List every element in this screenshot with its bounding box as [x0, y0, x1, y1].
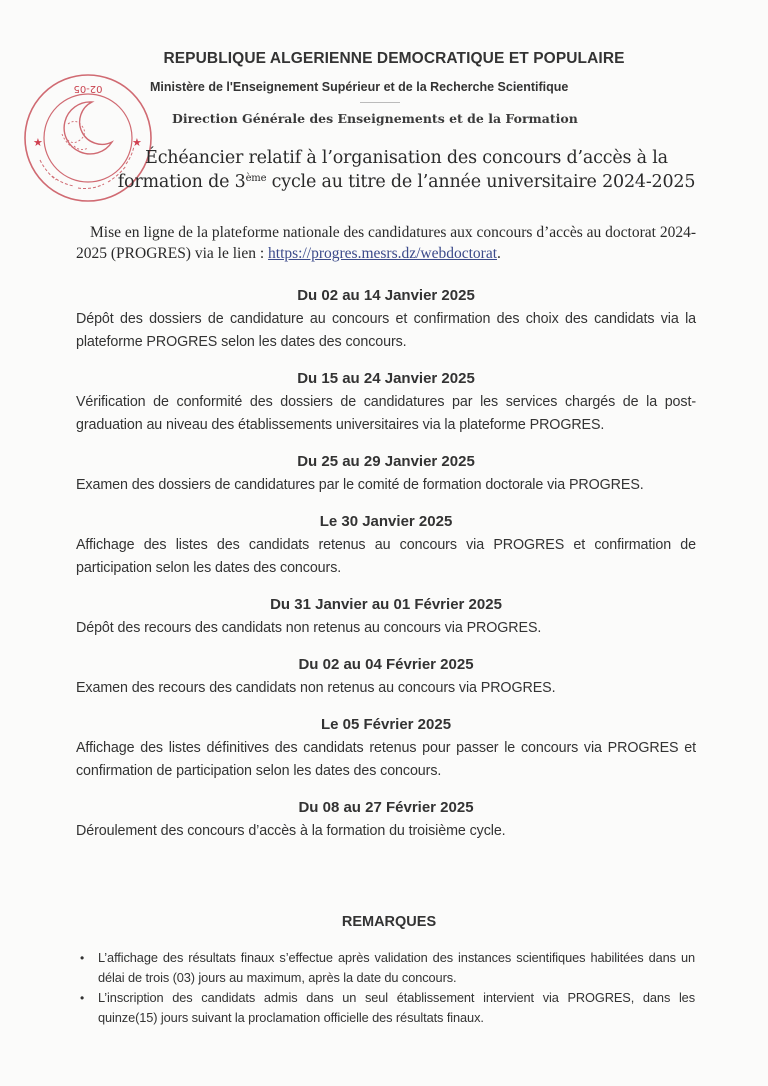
schedule-entry	[76, 592, 696, 640]
svg-text:★: ★	[132, 136, 142, 149]
title-line-2-start: formation de 3	[117, 172, 246, 192]
direction-header: Direction Générale des Enseignements et de la Formation	[172, 111, 578, 126]
schedule-entry	[76, 509, 696, 580]
progres-link[interactable]: https://progres.mesrs.dz/webdoctorat	[268, 245, 498, 262]
remark-text: L’inscription des candidats admis dans un seul établissement intervient via PROGRES, dans les quinze(15) jours suivant la proclamation officielle des résultats finaux.	[98, 990, 695, 1025]
schedule-date: Du 08 au 27 Février 2025	[298, 799, 474, 816]
remark-text: L’affichage des résultats finaux s’effectue après validation des instances scientifiques habilitées dans un délai de trois (03) jours au maximum, après la date du concours.	[98, 950, 695, 985]
bullet-icon: •	[80, 951, 85, 965]
remarks-list	[80, 948, 695, 1028]
intro-end: .	[497, 245, 501, 262]
schedule-description: Examen des recours des candidats non retenus au concours via PROGRES.	[76, 680, 556, 696]
schedule-description: Dépôt des recours des candidats non retenus au concours via PROGRES.	[76, 620, 542, 636]
schedule-description: Examen des dossiers de candidatures par le comité de formation doctorale via PROGRES.	[76, 477, 644, 493]
schedule-description: Déroulement des concours d’accès à la formation du troisième cycle.	[76, 823, 506, 839]
schedule-entry	[76, 449, 696, 497]
schedule-description: Vérification de conformité des dossiers de candidatures par les services chargés de la post-graduation au niveau des établissements universitaires via la plateforme PROGRES.	[76, 394, 696, 433]
header-divider	[360, 102, 400, 103]
schedule-date: Du 25 au 29 Janvier 2025	[297, 453, 475, 470]
schedule-entry	[76, 795, 696, 843]
bullet-icon: •	[80, 991, 85, 1005]
ministry-header: Ministère de l'Enseignement Supérieur et de la Recherche Scientifique	[150, 80, 569, 94]
schedule-entry	[76, 712, 696, 783]
schedule-date: Du 02 au 04 Février 2025	[298, 656, 474, 673]
schedule-date: Le 30 Janvier 2025	[319, 513, 453, 530]
schedule-entry	[76, 652, 696, 700]
intro-paragraph	[76, 222, 696, 264]
title-superscript: ème	[245, 173, 267, 184]
title-line-2	[45, 170, 768, 194]
schedule-date: Le 05 Février 2025	[320, 716, 452, 733]
schedule-description: Affichage des listes des candidats retenus au concours via PROGRES et confirmation de participation selon les dates des concours.	[76, 537, 696, 576]
title-line-2-end: cycle au titre de l’année universitaire 2024-2025	[266, 172, 696, 192]
schedule-list	[76, 283, 696, 855]
svg-text:★: ★	[33, 136, 43, 149]
intro-text: Mise en ligne de la plateforme nationale des candidatures aux concours d’accès au doctorat 2024-2025 (PROGRES) via le lien :	[76, 224, 696, 262]
remarks-title: REMARQUES	[341, 914, 437, 930]
remark-item	[80, 948, 695, 988]
schedule-description: Affichage des listes définitives des candidats retenus pour passer le concours via PROGRES et confirmation de participation selon les dates des concours.	[76, 740, 696, 779]
schedule-date: Du 31 Janvier au 01 Février 2025	[270, 596, 502, 613]
schedule-entry	[76, 366, 696, 437]
country-header: REPUBLIQUE ALGERIENNE DEMOCRATIQUE ET POPULAIRE	[163, 50, 625, 67]
schedule-description: Dépôt des dossiers de candidature au concours et confirmation des choix des candidats via la plateforme PROGRES selon les dates des concours.	[76, 311, 696, 350]
document-title	[0, 146, 768, 194]
schedule-entry	[76, 283, 696, 354]
stamp-date: 02-05	[73, 83, 103, 94]
remark-item	[80, 988, 695, 1028]
title-line-1: Échéancier relatif à l’organisation des concours d’accès à la	[145, 148, 668, 168]
schedule-date: Du 15 au 24 Janvier 2025	[297, 370, 475, 387]
schedule-date: Du 02 au 14 Janvier 2025	[297, 287, 475, 304]
